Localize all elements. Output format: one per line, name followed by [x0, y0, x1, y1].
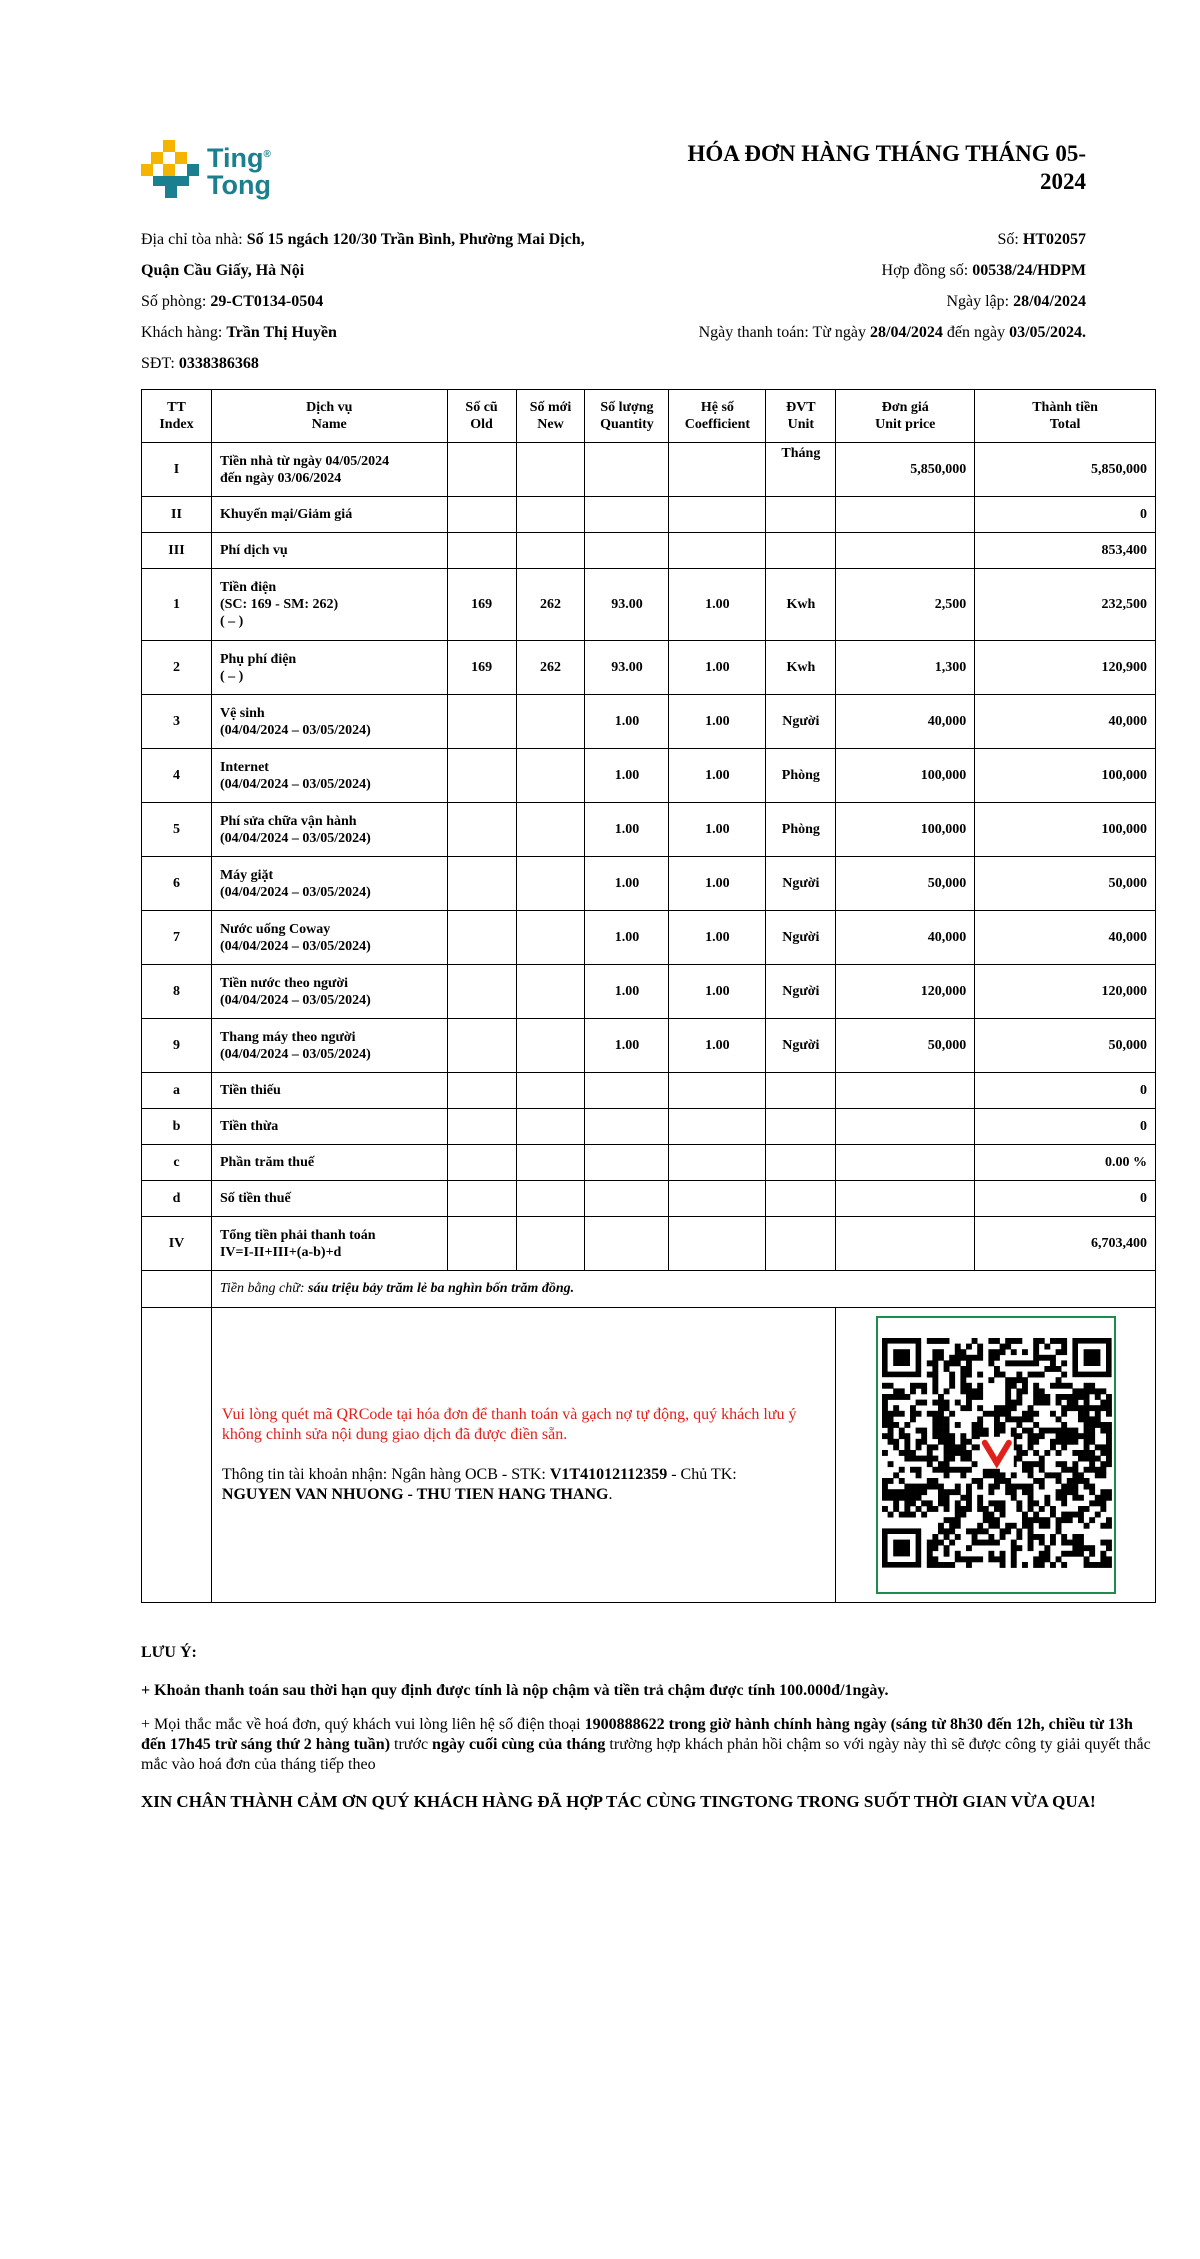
table-row	[142, 443, 1156, 497]
cell-price: 40,000	[836, 695, 975, 749]
cell-qty	[585, 497, 669, 533]
cell-old	[447, 1217, 516, 1271]
cell-qty: 1.00	[585, 857, 669, 911]
cell-idx: 5	[142, 803, 212, 857]
cell-total: 0	[975, 1073, 1156, 1109]
issue-date: Ngày lập: 28/04/2024	[946, 292, 1086, 310]
table-row	[142, 857, 1156, 911]
cell-name: Phí dịch vụ	[211, 533, 447, 569]
cell-price	[836, 1109, 975, 1145]
logo-mark-icon	[141, 140, 201, 200]
cell-new	[516, 1073, 585, 1109]
cell-old	[447, 497, 516, 533]
contract-number: Hợp đồng số: 00538/24/HDPM	[881, 261, 1086, 279]
cell-idx: 4	[142, 749, 212, 803]
notes-heading: LƯU Ý:	[141, 1643, 197, 1661]
column-header: Số lượng Quantity	[585, 390, 669, 443]
table-row	[142, 695, 1156, 749]
cell-qty	[585, 1145, 669, 1181]
cell-idx: 7	[142, 911, 212, 965]
table-row	[142, 1109, 1156, 1145]
cell-coef	[669, 1145, 766, 1181]
cell-unit: Người	[766, 1019, 836, 1073]
cell-qty	[585, 443, 669, 497]
cell-idx: I	[142, 443, 212, 497]
logo-wordmark: Ting® Tong	[207, 143, 271, 200]
column-header: Dịch vụ Name	[211, 390, 447, 443]
cell-qty	[585, 533, 669, 569]
table-row	[142, 965, 1156, 1019]
cell-name: Internet (04/04/2024 – 03/05/2024)	[211, 749, 447, 803]
cell-new	[516, 749, 585, 803]
cell-coef	[669, 533, 766, 569]
cell-qty	[585, 1181, 669, 1217]
cell-unit: Tháng	[766, 443, 836, 497]
cell-name: Nước uống Coway (04/04/2024 – 03/05/2024)	[211, 911, 447, 965]
cell-idx: 2	[142, 641, 212, 695]
cell-idx: 9	[142, 1019, 212, 1073]
column-header: Hệ số Coefficient	[669, 390, 766, 443]
invoice-header	[141, 140, 1156, 220]
cell-price	[836, 1073, 975, 1109]
table-row	[142, 641, 1156, 695]
cell-coef: 1.00	[669, 569, 766, 641]
cell-total: 100,000	[975, 803, 1156, 857]
cell-price: 40,000	[836, 911, 975, 965]
cell-total: 0	[975, 1181, 1156, 1217]
cell-total: 0	[975, 497, 1156, 533]
table-header-row	[142, 390, 1156, 443]
table-row	[142, 533, 1156, 569]
cell-idx: c	[142, 1145, 212, 1181]
cell-price: 1,300	[836, 641, 975, 695]
thank-you-note: XIN CHÂN THÀNH CẢM ƠN QUÝ KHÁCH HÀNG ĐÃ HỢP TÁC CÙNG TINGTONG TRONG SUỐT THỜI GIAN VỪA QUA!	[141, 1791, 1096, 1811]
cell-total: 40,000	[975, 695, 1156, 749]
cell-new	[516, 443, 585, 497]
cell-idx: III	[142, 533, 212, 569]
cell-total: 120,000	[975, 965, 1156, 1019]
cell-price	[836, 1181, 975, 1217]
cell-price: 50,000	[836, 1019, 975, 1073]
qr-code-icon	[878, 1318, 1114, 1592]
cell-new	[516, 1145, 585, 1181]
cell-total: 232,500	[975, 569, 1156, 641]
cell-price: 100,000	[836, 749, 975, 803]
table-row	[142, 569, 1156, 641]
cell-name: Khuyến mại/Giảm giá	[211, 497, 447, 533]
cell-qty: 1.00	[585, 965, 669, 1019]
cell-qty: 93.00	[585, 569, 669, 641]
table-row	[142, 911, 1156, 965]
cell-idx: 1	[142, 569, 212, 641]
cell-new	[516, 533, 585, 569]
cell-unit: Kwh	[766, 641, 836, 695]
cell-total: 50,000	[975, 857, 1156, 911]
cell-name: Phụ phí điện ( – )	[211, 641, 447, 695]
room-number: Số phòng: 29-CT0134-0504	[141, 292, 324, 310]
cell-old	[447, 533, 516, 569]
cell-new	[516, 965, 585, 1019]
cell-name: Tiền thừa	[211, 1109, 447, 1145]
table-row	[142, 1217, 1156, 1271]
cell-coef: 1.00	[669, 857, 766, 911]
cell-total: 40,000	[975, 911, 1156, 965]
cell-coef: 1.00	[669, 641, 766, 695]
cell-unit: Phòng	[766, 749, 836, 803]
cell-price: 50,000	[836, 857, 975, 911]
cell-unit	[766, 1109, 836, 1145]
cell-idx: 6	[142, 857, 212, 911]
cell-name: Phí sửa chữa vận hành (04/04/2024 – 03/05/2024)	[211, 803, 447, 857]
cell-new	[516, 1109, 585, 1145]
cell-old	[447, 803, 516, 857]
cell-coef	[669, 443, 766, 497]
cell-qty: 1.00	[585, 695, 669, 749]
building-address: Địa chỉ tòa nhà: Số 15 ngách 120/30 Trần Bình, Phường Mai Dịch,	[141, 230, 585, 248]
cell-name: Vệ sinh (04/04/2024 – 03/05/2024)	[211, 695, 447, 749]
cell-old	[447, 1145, 516, 1181]
cell-name: Tiền thiếu	[211, 1073, 447, 1109]
cell-name: Phần trăm thuế	[211, 1145, 447, 1181]
cell-old	[447, 695, 516, 749]
cell-idx: b	[142, 1109, 212, 1145]
qr-section	[141, 1271, 1156, 1603]
cell-new	[516, 1217, 585, 1271]
amount-in-words: Tiền bằng chữ: sáu triệu bảy trăm lẻ ba nghìn bốn trăm đồng.	[211, 1271, 1155, 1307]
column-header: Đơn giá Unit price	[836, 390, 975, 443]
cell-old	[447, 443, 516, 497]
cell-idx: a	[142, 1073, 212, 1109]
cell-old	[447, 1109, 516, 1145]
cell-price: 100,000	[836, 803, 975, 857]
table-row	[142, 1019, 1156, 1073]
cell-qty: 1.00	[585, 749, 669, 803]
cell-new: 262	[516, 569, 585, 641]
cell-coef	[669, 1181, 766, 1217]
cell-new	[516, 497, 585, 533]
column-header: Số mới New	[516, 390, 585, 443]
customer-phone: SĐT: 0338386368	[141, 354, 259, 372]
cell-old	[447, 911, 516, 965]
cell-unit	[766, 1073, 836, 1109]
cell-new	[516, 1019, 585, 1073]
notes-section	[141, 1643, 1156, 1812]
cell-idx: 3	[142, 695, 212, 749]
cell-qty	[585, 1109, 669, 1145]
cell-coef	[669, 497, 766, 533]
cell-coef: 1.00	[669, 1019, 766, 1073]
table-row	[142, 497, 1156, 533]
cell-idx: 8	[142, 965, 212, 1019]
cell-qty	[585, 1073, 669, 1109]
cell-idx: II	[142, 497, 212, 533]
customer-name: Khách hàng: Trần Thị Huyền	[141, 323, 337, 341]
cell-old	[447, 965, 516, 1019]
cell-coef	[669, 1109, 766, 1145]
cell-unit	[766, 1181, 836, 1217]
invoice-number: Số: HT02057	[997, 230, 1086, 248]
cell-price: 2,500	[836, 569, 975, 641]
late-payment-note: + Khoản thanh toán sau thời hạn quy định được tính là nộp chậm và tiền trả chậm được tính 100.000đ/1ngày.	[141, 1681, 889, 1699]
cell-new	[516, 857, 585, 911]
cell-new	[516, 803, 585, 857]
cell-price	[836, 533, 975, 569]
column-header: Số cũ Old	[447, 390, 516, 443]
column-header: Thành tiền Total	[975, 390, 1156, 443]
cell-idx: IV	[142, 1217, 212, 1271]
cell-name: Thang máy theo người (04/04/2024 – 03/05/2024)	[211, 1019, 447, 1073]
invoice-info	[141, 224, 1156, 379]
payment-period: Ngày thanh toán: Từ ngày 28/04/2024 đến ngày 03/05/2024.	[698, 323, 1086, 341]
cell-qty: 1.00	[585, 911, 669, 965]
cell-old	[447, 857, 516, 911]
qr-instruction: Vui lòng quét mã QRCode tại hóa đơn để thanh toán và gạch nợ tự động, quý khách lưu ý không chỉnh sửa nội dung giao dịch đã được điền sẵn.	[221, 1405, 797, 1443]
invoice-table	[141, 389, 1156, 1271]
cell-unit	[766, 1145, 836, 1181]
cell-total: 0	[975, 1109, 1156, 1145]
cell-unit: Phòng	[766, 803, 836, 857]
contact-note: + Mọi thắc mắc về hoá đơn, quý khách vui lòng liên hệ số điện thoại 1900888622 trong giờ hành chính hàng ngày (sáng từ 8h30 đến 12h, chiều từ 13h đến 17h45 trừ sáng thứ 2 hàng tuần) trước ngày cuối cùng của tháng trường hợp khách phản hồi chậm so với ngày này thì sẽ được công ty giải quyết thắc mắc vào hoá đơn của tháng tiếp theo	[141, 1715, 1151, 1773]
cell-qty	[585, 1217, 669, 1271]
table-row	[142, 803, 1156, 857]
cell-price	[836, 1217, 975, 1271]
cell-unit	[766, 497, 836, 533]
cell-unit: Người	[766, 695, 836, 749]
cell-name: Máy giặt (04/04/2024 – 03/05/2024)	[211, 857, 447, 911]
building-address-line2: Quận Cầu Giấy, Hà Nội	[141, 261, 305, 279]
cell-coef: 1.00	[669, 695, 766, 749]
cell-name: Tiền điện (SC: 169 - SM: 262) ( – )	[211, 569, 447, 641]
cell-total: 120,900	[975, 641, 1156, 695]
cell-name: Tổng tiền phải thanh toán IV=I-II+III+(a-b)+d	[211, 1217, 447, 1271]
cell-name: Số tiền thuế	[211, 1181, 447, 1217]
cell-new	[516, 1181, 585, 1217]
table-row	[142, 1145, 1156, 1181]
cell-unit	[766, 533, 836, 569]
cell-unit: Kwh	[766, 569, 836, 641]
table-row	[142, 749, 1156, 803]
invoice-page	[141, 140, 1156, 1812]
cell-unit: Người	[766, 965, 836, 1019]
cell-coef: 1.00	[669, 911, 766, 965]
cell-new	[516, 911, 585, 965]
cell-qty: 1.00	[585, 1019, 669, 1073]
cell-unit	[766, 1217, 836, 1271]
cell-total: 50,000	[975, 1019, 1156, 1073]
cell-price: 120,000	[836, 965, 975, 1019]
cell-name: Tiền nước theo người (04/04/2024 – 03/05/2024)	[211, 965, 447, 1019]
invoice-title: HÓA ĐƠN HÀNG THÁNG THÁNG 05-2024	[687, 141, 1086, 194]
cell-price	[836, 497, 975, 533]
cell-qty: 93.00	[585, 641, 669, 695]
cell-old: 169	[447, 569, 516, 641]
column-header: ĐVT Unit	[766, 390, 836, 443]
cell-old: 169	[447, 641, 516, 695]
cell-unit: Người	[766, 857, 836, 911]
tingtong-logo	[141, 140, 271, 200]
payment-qr-code[interactable]	[876, 1316, 1116, 1594]
cell-coef: 1.00	[669, 803, 766, 857]
cell-coef: 1.00	[669, 965, 766, 1019]
cell-old	[447, 1019, 516, 1073]
cell-new	[516, 695, 585, 749]
cell-name: Tiền nhà từ ngày 04/05/2024 đến ngày 03/06/2024	[211, 443, 447, 497]
cell-coef	[669, 1073, 766, 1109]
cell-new: 262	[516, 641, 585, 695]
cell-price: 5,850,000	[836, 443, 975, 497]
cell-total: 6,703,400	[975, 1217, 1156, 1271]
cell-qty: 1.00	[585, 803, 669, 857]
cell-old	[447, 1073, 516, 1109]
table-row	[142, 1073, 1156, 1109]
cell-coef	[669, 1217, 766, 1271]
cell-total: 5,850,000	[975, 443, 1156, 497]
cell-coef: 1.00	[669, 749, 766, 803]
cell-idx: d	[142, 1181, 212, 1217]
column-header: TT Index	[142, 390, 212, 443]
cell-price	[836, 1145, 975, 1181]
bank-account-info: Thông tin tài khoản nhận: Ngân hàng OCB - STK: V1T41012112359 - Chủ TK: NGUYEN VAN NHUONG - THU TIEN HANG THANG.	[221, 1465, 737, 1503]
cell-total: 100,000	[975, 749, 1156, 803]
cell-unit: Người	[766, 911, 836, 965]
cell-total: 853,400	[975, 533, 1156, 569]
cell-old	[447, 749, 516, 803]
cell-old	[447, 1181, 516, 1217]
table-row	[142, 1181, 1156, 1217]
cell-total: 0.00 %	[975, 1145, 1156, 1181]
